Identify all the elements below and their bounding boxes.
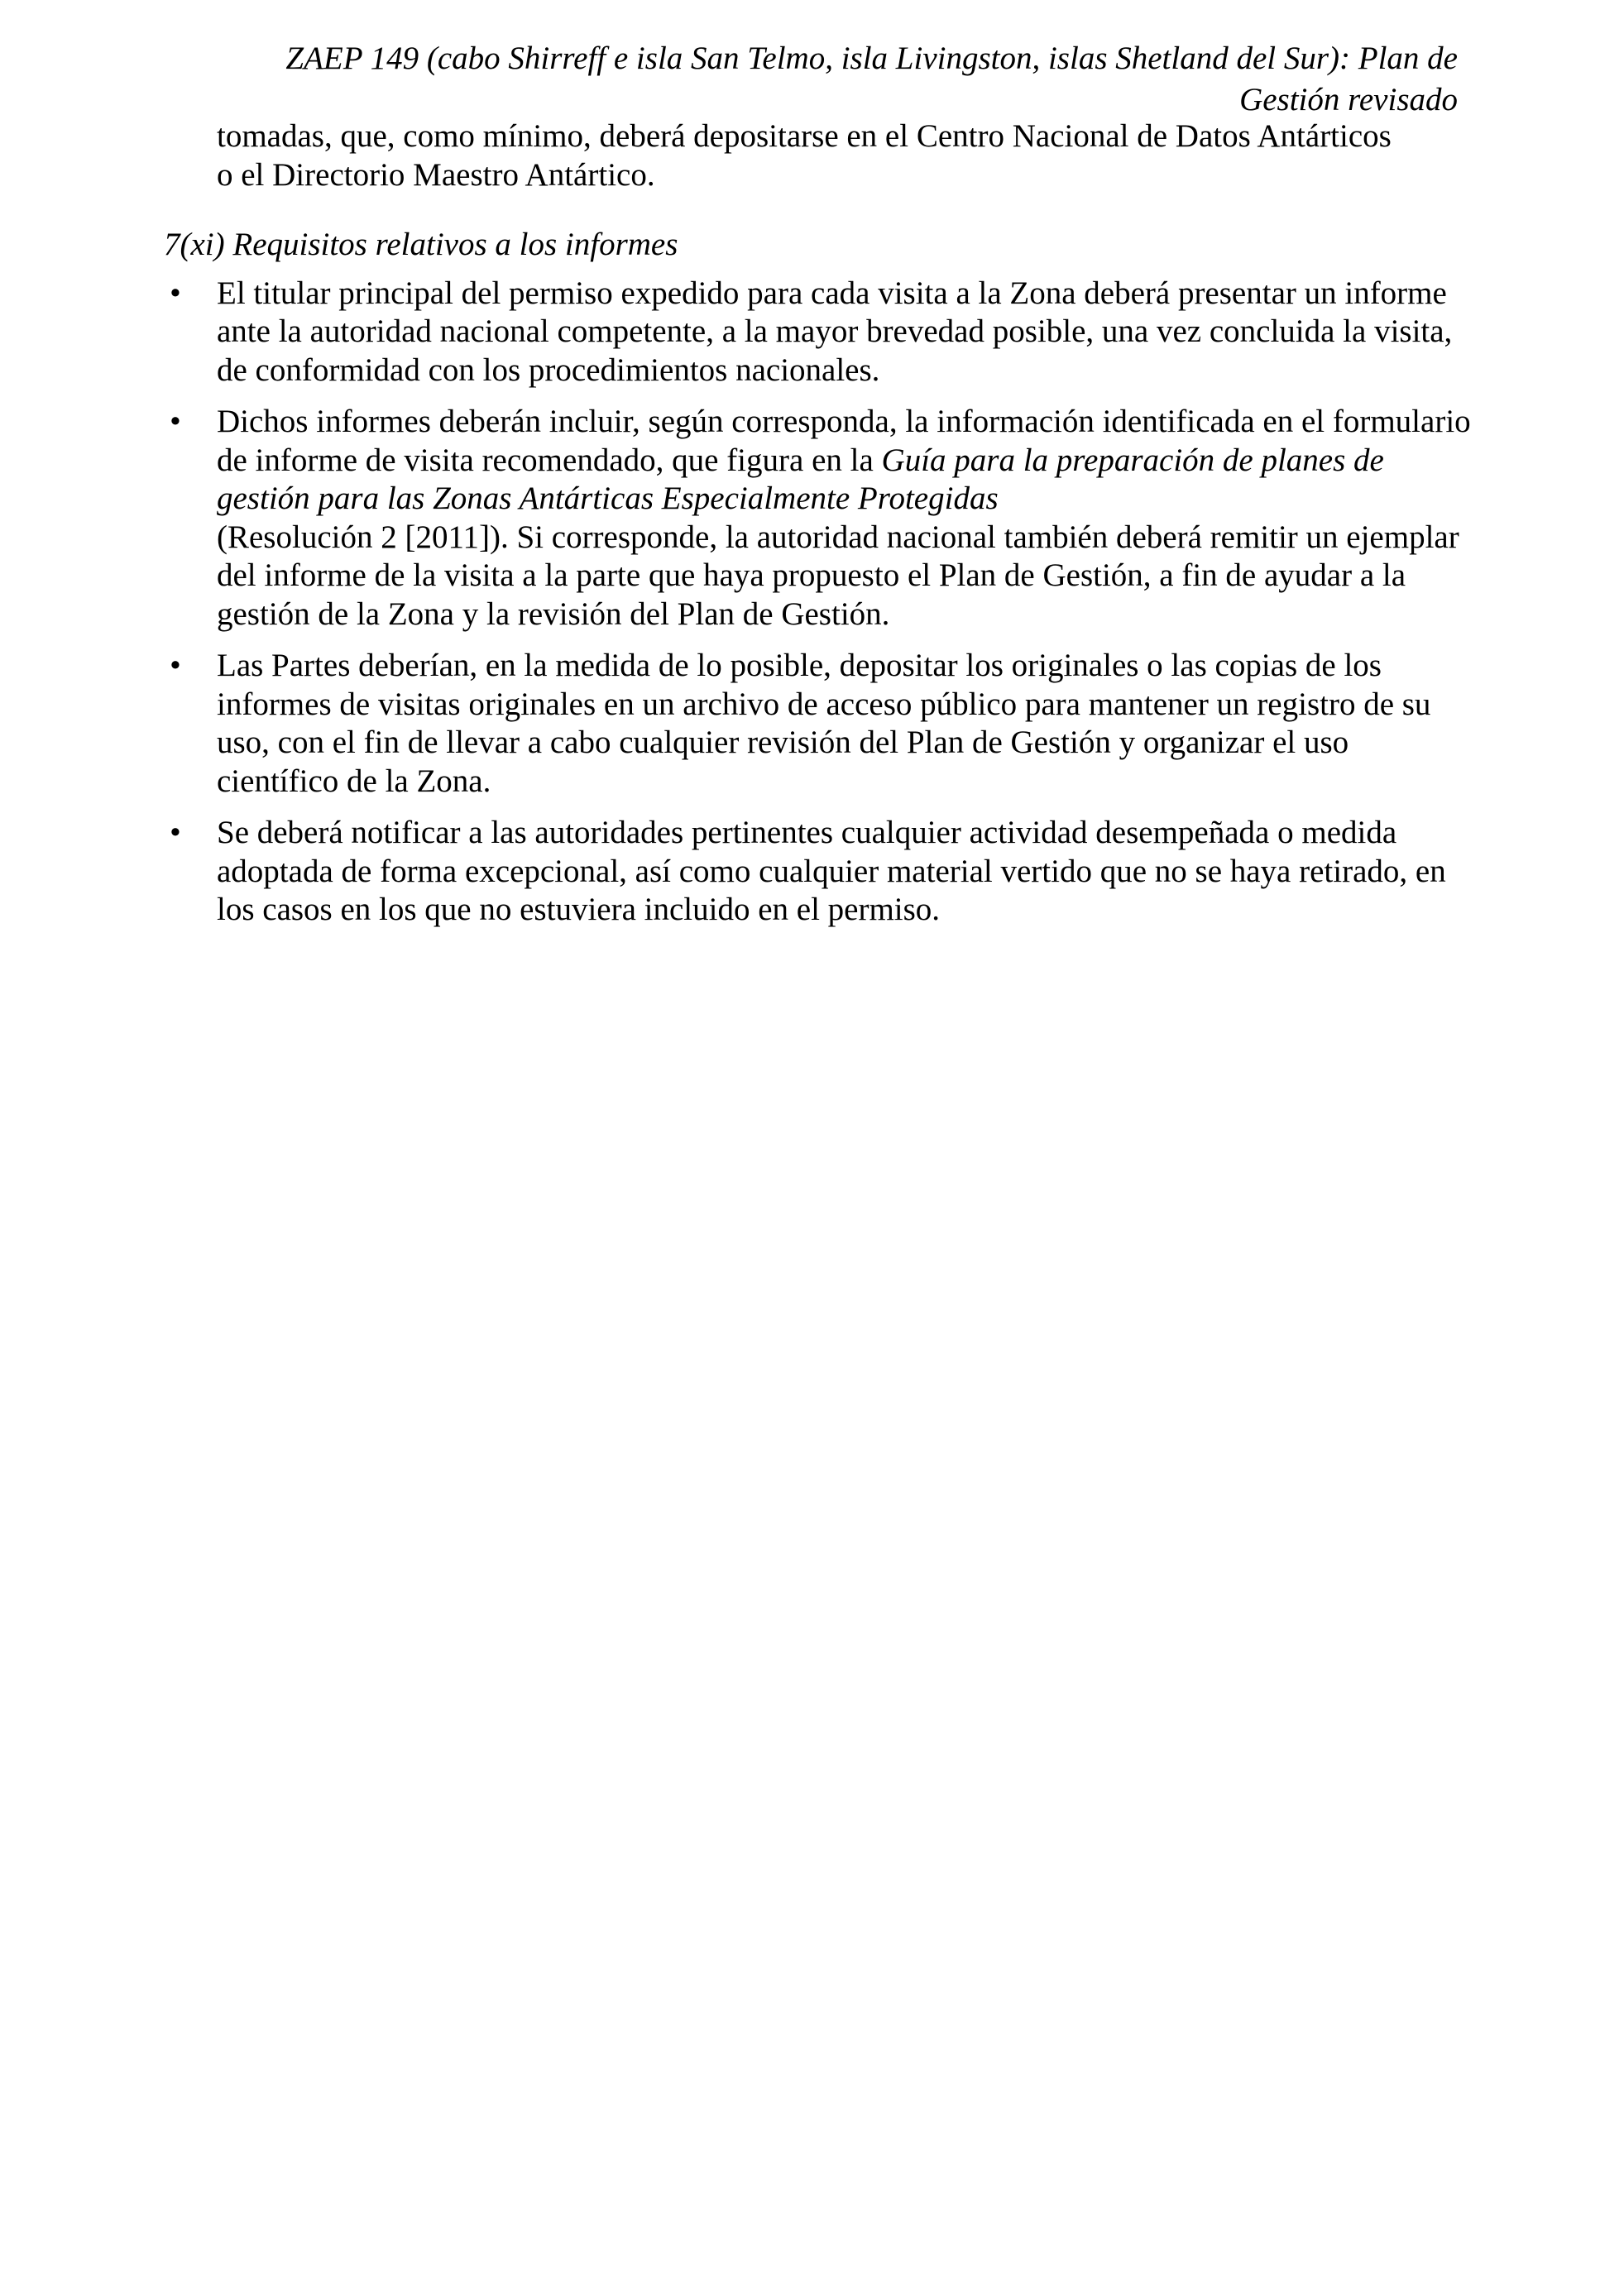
bullet-text: Se deberá notificar a las autoridades pertinentes cualquier actividad desempeñada o medida adoptada de forma excepcional, así como cualquier material vertido que no se haya retirado, en los casos en los que no estuviera incluido en el permiso.: [217, 815, 1446, 927]
running-header: [248, 38, 1458, 121]
guide-title-citation: Guía para la preparación de planes de gestión para las Zonas Antárticas Especialmente Protegidas: [217, 442, 1384, 516]
bullet-icon: •: [170, 404, 181, 439]
bullet-icon: •: [170, 648, 181, 683]
bullet-item: [164, 814, 1471, 930]
bullet-item: [164, 403, 1471, 634]
running-header-line-2: Gestión revisado: [1239, 82, 1458, 117]
continued-paragraph-line-2: o el Directorio Maestro Antártico.: [217, 156, 655, 193]
continued-paragraph: [217, 117, 1471, 194]
section-heading: 7(xi) Requisitos relativos a los informes: [164, 227, 678, 262]
bullet-text: [217, 403, 1471, 634]
bullet-list: [164, 275, 1471, 930]
continued-paragraph-line-1: tomadas, que, como mínimo, deberá depositarse en el Centro Nacional de Datos Antárticos: [217, 118, 1392, 154]
running-header-line-1: ZAEP 149 (cabo Shirreff e isla San Telmo, isla Livingston, islas Shetland del Sur): Plan de: [285, 41, 1458, 76]
bullet-text-tail: (Resolución 2 [2011]). Si corresponde, la autoridad nacional también deberá remitir un ejemplar del informe de la visita a la parte que haya propuesto el Plan de Gestión, a fin de ayudar a la gestión de la Zona y la revisión del Plan de Gestión.: [217, 519, 1459, 632]
bullet-icon: •: [170, 815, 181, 850]
bullet-item: [164, 275, 1471, 390]
bullet-icon: •: [170, 275, 181, 311]
document-body: [164, 117, 1471, 943]
bullet-text: El titular principal del permiso expedido para cada visita a la Zona deberá presentar un informe ante la autoridad nacional competente, a la mayor brevedad posible, una vez concluida la visita, de conformidad con los procedimientos nacionales.: [217, 275, 1453, 388]
bullet-text-lead: Dichos informes deberán incluir, según corresponda, la información identificada en el formulario de informe de visita recomendado, que figura en la: [217, 404, 1471, 478]
bullet-text: Las Partes deberían, en la medida de lo posible, depositar los originales o las copias de los informes de visitas originales en un archivo de acceso público para mantener un registro de su uso, con el fin de llevar a cabo cualquier revisión del Plan de Gestión y organizar el uso científico de la Zona.: [217, 648, 1431, 799]
bullet-item: [164, 647, 1471, 801]
